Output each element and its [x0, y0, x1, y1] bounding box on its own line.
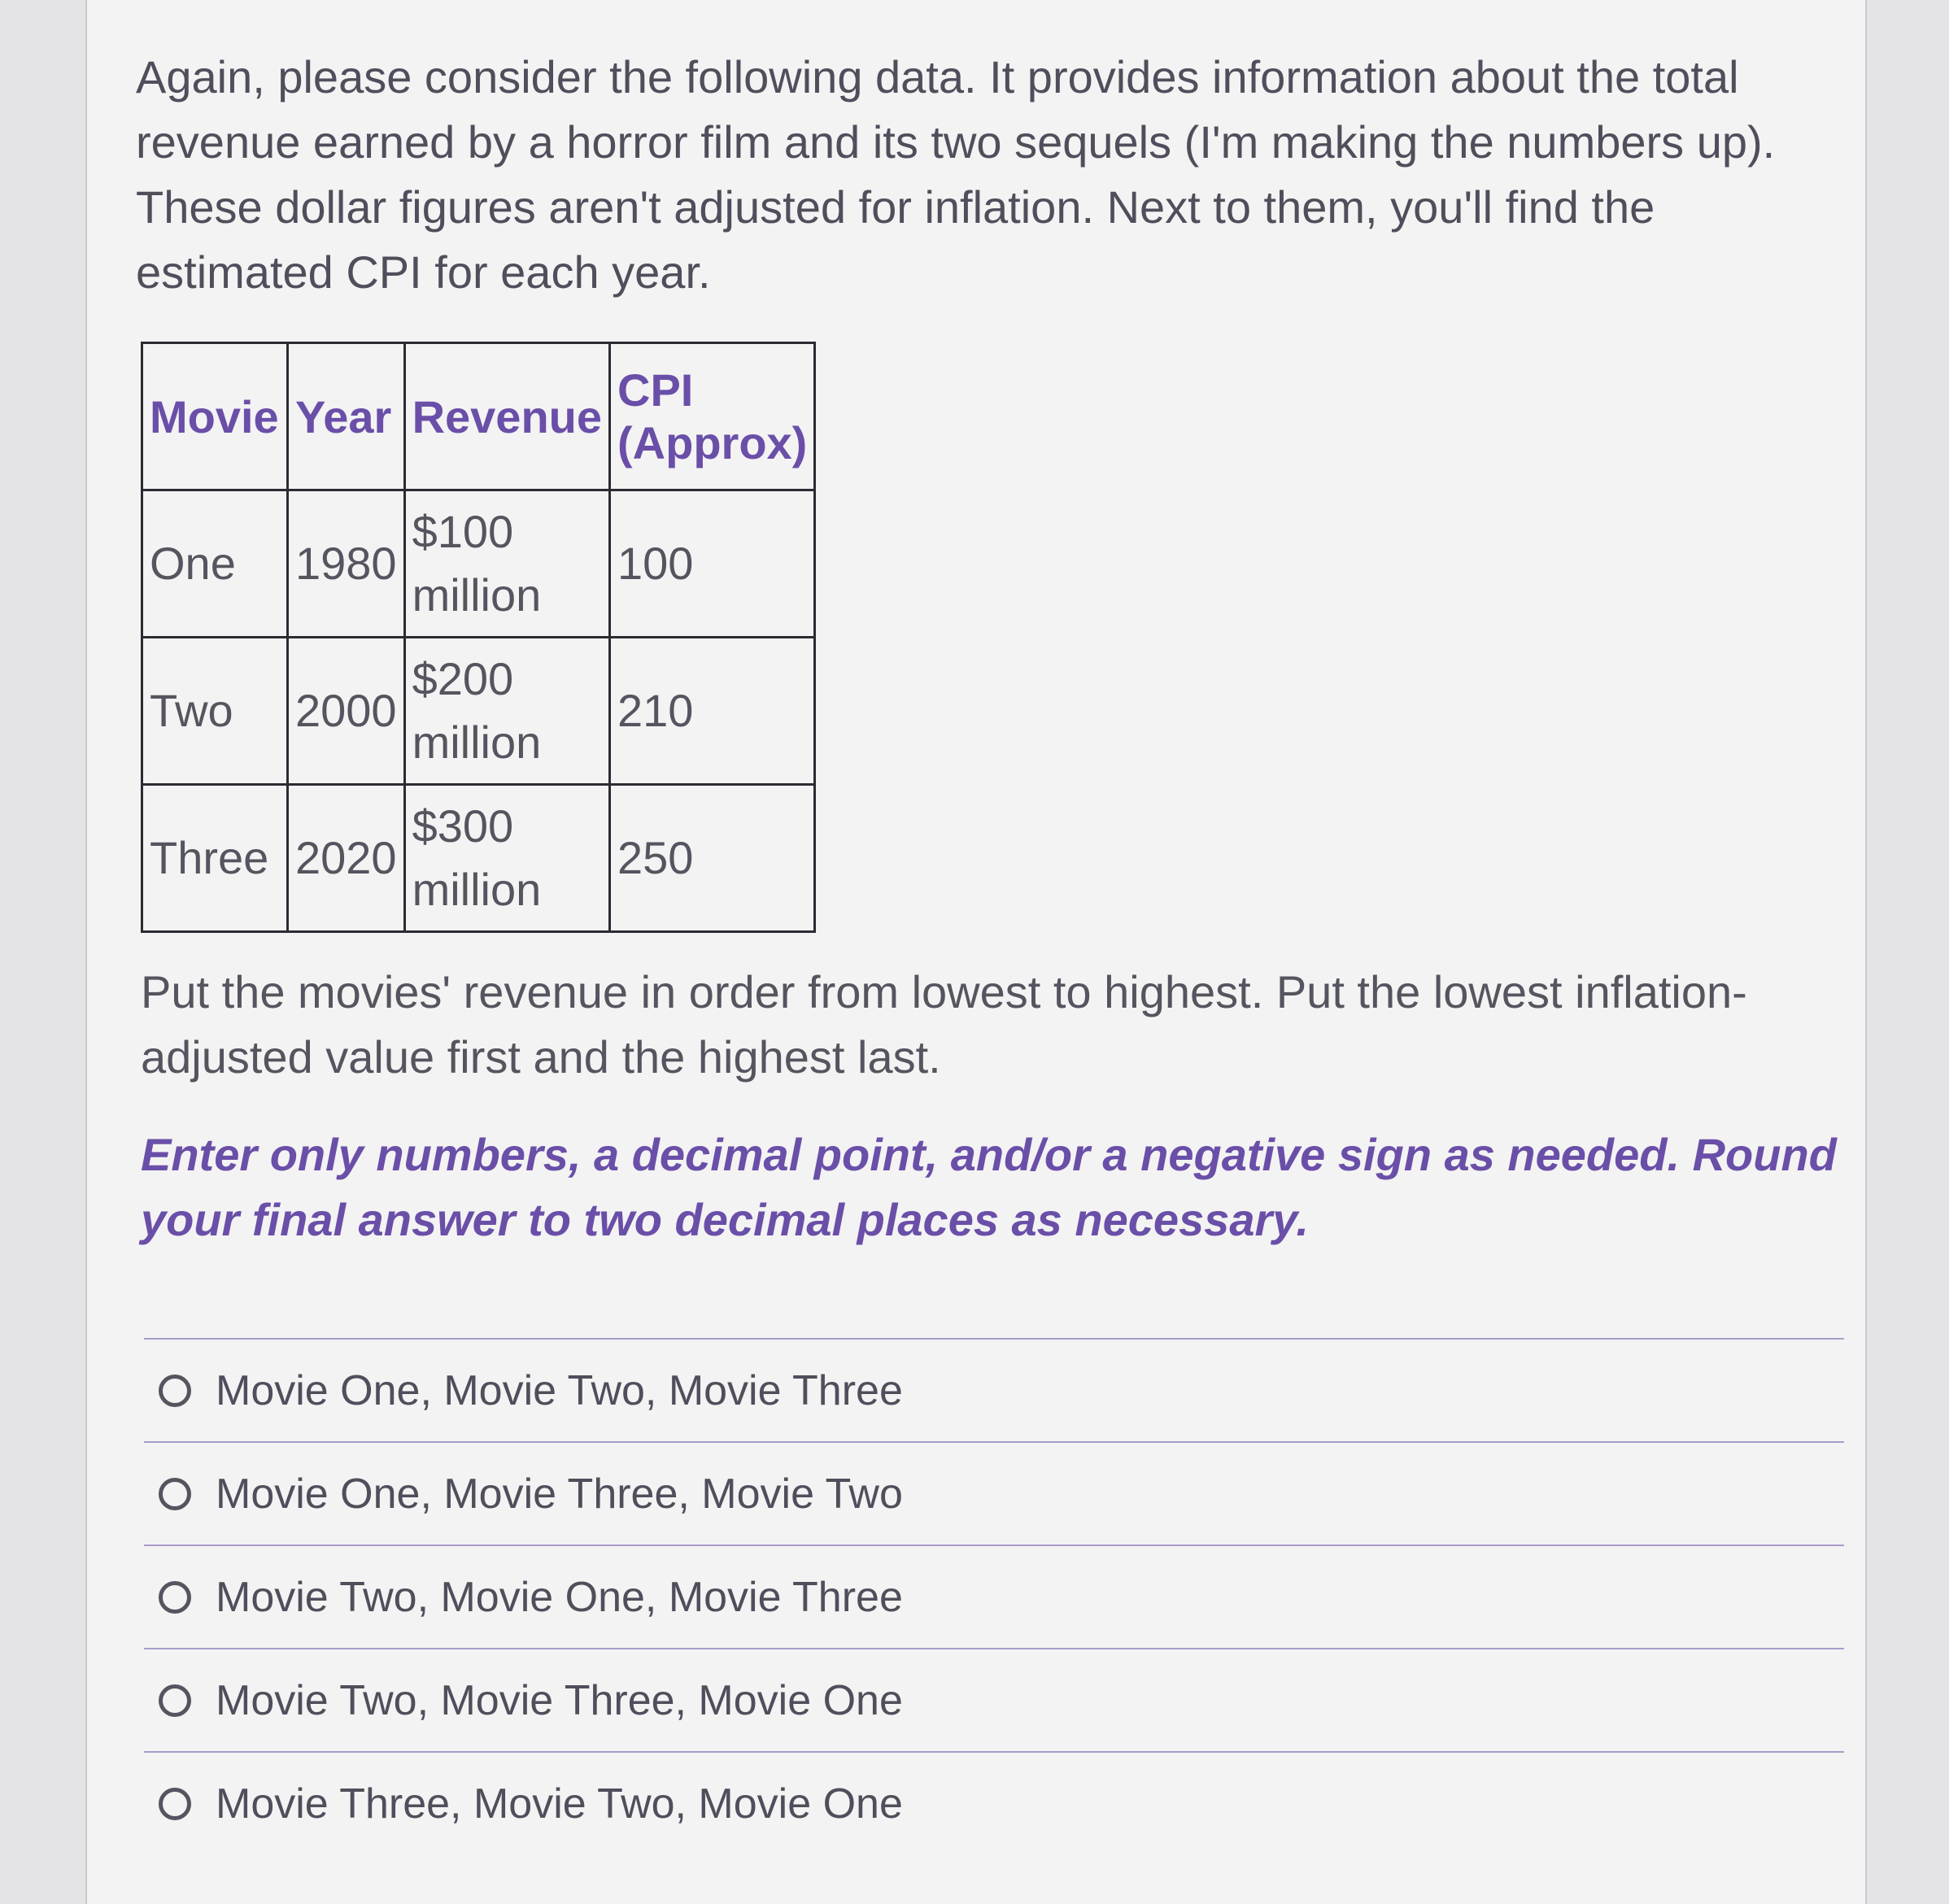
header-revenue: Revenue — [404, 343, 609, 490]
option-label: Movie Two, Movie One, Movie Three — [216, 1573, 903, 1621]
radio-button-icon[interactable] — [159, 1788, 191, 1820]
table-row — [142, 490, 815, 638]
answer-option[interactable] — [144, 1751, 1844, 1854]
answer-option[interactable] — [144, 1338, 1844, 1441]
intro-text: Again, please consider the following data. It provides information about the total revenue earned by a horror film and its two sequels (I'm making the numbers up). These dollar figures aren't adjusted for inflation. Next to them, you'll find the estimated CPI for each year. — [136, 51, 1776, 298]
answer-option[interactable] — [144, 1545, 1844, 1648]
answer-options — [144, 1338, 1844, 1854]
table-header-row — [142, 343, 815, 490]
answer-instruction: Enter only numbers, a decimal point, and/or a negative sign as needed. Round your final answer to two decimal places as necessary. — [141, 1129, 1837, 1245]
cell-year: 2020 — [288, 785, 405, 932]
cell-movie: Three — [142, 785, 288, 932]
radio-button-icon[interactable] — [159, 1684, 191, 1717]
question-panel — [85, 0, 1867, 1904]
data-table — [141, 342, 816, 933]
header-cpi: CPI (Approx) — [610, 343, 815, 490]
cell-cpi: 100 — [610, 490, 815, 638]
radio-button-icon[interactable] — [159, 1581, 191, 1614]
option-label: Movie Three, Movie Two, Movie One — [216, 1780, 903, 1828]
cell-revenue: $100 million — [404, 490, 609, 638]
cell-revenue: $200 million — [404, 638, 609, 785]
option-label: Movie One, Movie Three, Movie Two — [216, 1470, 903, 1518]
table-row — [142, 638, 815, 785]
cell-movie: One — [142, 490, 288, 638]
cell-year: 1980 — [288, 490, 405, 638]
question-prompt: Put the movies' revenue in order from lowest to highest. Put the lowest inflation-adjusted value first and the highest last. — [141, 966, 1747, 1083]
option-label: Movie Two, Movie Three, Movie One — [216, 1676, 903, 1724]
radio-button-icon[interactable] — [159, 1375, 191, 1407]
cell-cpi: 210 — [610, 638, 815, 785]
option-label: Movie One, Movie Two, Movie Three — [216, 1366, 903, 1414]
table-row — [142, 785, 815, 932]
header-year: Year — [288, 343, 405, 490]
cell-cpi: 250 — [610, 785, 815, 932]
radio-button-icon[interactable] — [159, 1478, 191, 1510]
cell-year: 2000 — [288, 638, 405, 785]
header-movie: Movie — [142, 343, 288, 490]
cell-movie: Two — [142, 638, 288, 785]
cell-revenue: $300 million — [404, 785, 609, 932]
answer-option[interactable] — [144, 1441, 1844, 1545]
answer-option[interactable] — [144, 1648, 1844, 1751]
